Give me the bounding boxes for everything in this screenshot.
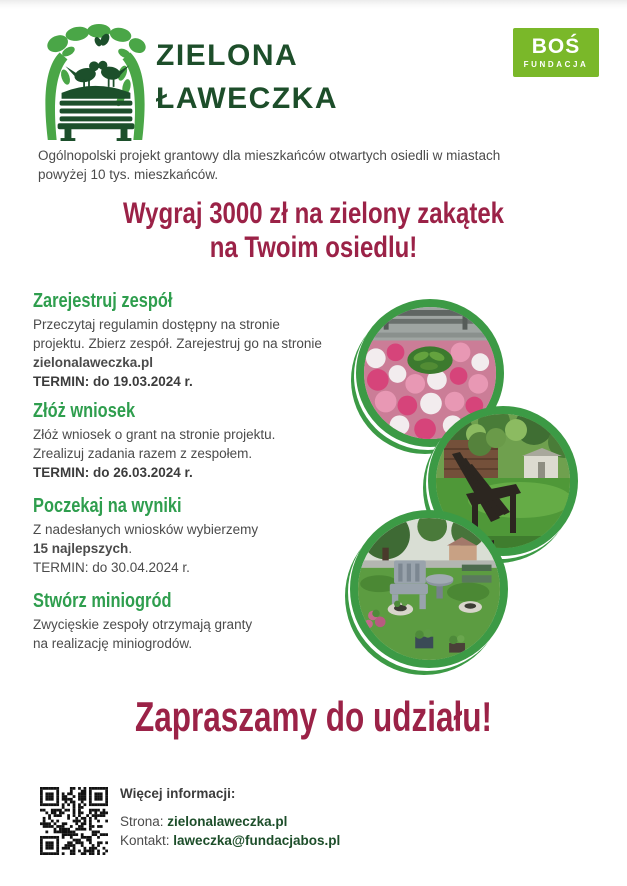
bos-logo-name: BOŚ xyxy=(531,34,581,58)
footer-site-label: Strona: xyxy=(120,814,168,829)
step-body-text-post: . xyxy=(128,541,133,556)
step-register-team xyxy=(33,289,345,391)
bos-logo-subtitle: FUNDACJA xyxy=(523,59,589,69)
photo-pallet-minigarden xyxy=(350,510,508,668)
footer-contact-block xyxy=(120,785,340,850)
step-wait-for-results xyxy=(33,494,345,577)
step-title: Złóż wniosek xyxy=(33,400,136,422)
logo-wordmark-line2: ŁAWECZKA xyxy=(156,82,338,115)
footer-contact-email: laweczka@fundacjabos.pl xyxy=(173,833,341,848)
step-body xyxy=(33,425,323,463)
closing-headline-text: Zapraszamy do udziału! xyxy=(134,693,493,740)
main-headline xyxy=(0,197,627,265)
logo-wordmark xyxy=(156,34,338,120)
step-body-text: Zwycięskie zespoły otrzymają granty na realizację miniogrodów. xyxy=(33,617,253,651)
main-headline-line1: Wygraj 3000 zł na zielony zakątek xyxy=(122,197,505,230)
bos-fundacja-logo xyxy=(513,28,599,77)
step-body-text: Z nadesłanych wniosków wybierzemy xyxy=(33,522,259,537)
step-body xyxy=(33,520,323,558)
step-body-bold: zielonalaweczka.pl xyxy=(33,355,154,370)
closing-headline xyxy=(0,694,627,740)
step-submit-application xyxy=(33,399,345,482)
footer-site-url: zielonalaweczka.pl xyxy=(167,814,288,829)
step-body-text: Przeczytaj regulamin dostępny na stronie projektu. Zbierz zespół. Zarejestruj go na stronie xyxy=(33,317,322,351)
step-body-bold: 15 najlepszych xyxy=(33,541,129,556)
step-title: Stwórz miniogród xyxy=(33,590,172,612)
footer-site-line xyxy=(120,812,340,831)
footer-heading: Więcej informacji: xyxy=(120,786,236,801)
step-body xyxy=(33,315,323,372)
step-body-text: Złóż wniosek o grant na stronie projektu. Zrealizuj zadania razem z zespołem. xyxy=(33,427,276,461)
footer-contact-line xyxy=(120,831,340,850)
step-deadline: TERMIN: do 19.03.2024 r. xyxy=(33,374,193,389)
main-headline-line2: na Twoim osiedlu! xyxy=(209,231,418,264)
logo-wordmark-line1: ZIELONA xyxy=(156,39,299,72)
page-top-shadow xyxy=(0,0,627,9)
step-create-minigarden xyxy=(33,589,345,653)
step-title: Zarejestruj zespół xyxy=(33,290,173,312)
step-body xyxy=(33,615,268,653)
step-deadline: TERMIN: do 30.04.2024 r. xyxy=(33,560,190,575)
footer-contact-label: Kontakt: xyxy=(120,833,174,848)
qr-code xyxy=(40,787,108,855)
step-deadline: TERMIN: do 26.03.2024 r. xyxy=(33,465,193,480)
intro-paragraph: Ogólnopolski projekt grantowy dla mieszkańców otwartych osiedli w miastach powyżej 10 tys. mieszkańców. xyxy=(38,148,501,182)
step-title: Poczekaj na wyniki xyxy=(33,495,182,517)
zielona-laweczka-logo-icon xyxy=(36,22,154,142)
